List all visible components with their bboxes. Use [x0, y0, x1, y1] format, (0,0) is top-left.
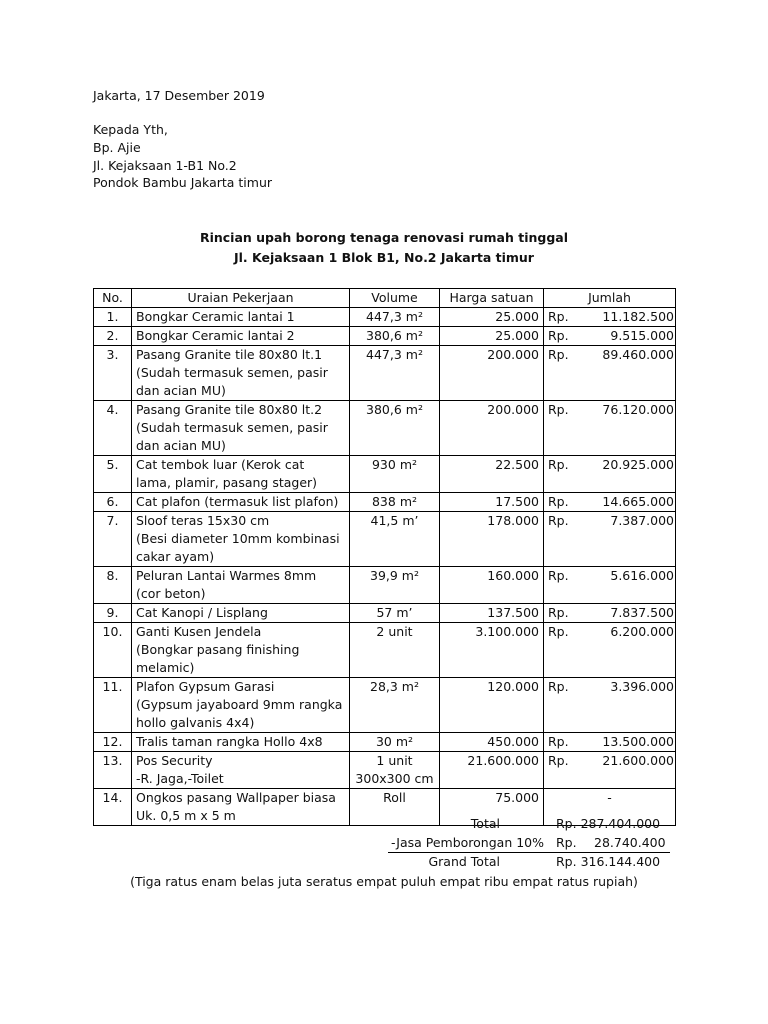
recipient-address-street: Jl. Kejaksaan 1-B1 No.2 [93, 158, 237, 173]
row-number: 13. [94, 752, 132, 789]
description-line: Cat tembok luar (Kerok cat [136, 457, 305, 472]
volume-line: 1 unit [376, 753, 413, 768]
description-line: Pasang Granite tile 80x80 lt.2 [136, 402, 323, 417]
row-amount [544, 733, 676, 752]
row-amount [544, 401, 676, 456]
description-line: (Besi diameter 10mm kombinasi [136, 531, 340, 546]
row-description [132, 512, 350, 567]
description-line: -R. Jaga,-Toilet [136, 771, 224, 786]
row-unit-price: 3.100.000 [440, 623, 544, 678]
total-label: Total [470, 816, 500, 831]
row-description [132, 327, 350, 346]
row-amount [544, 327, 676, 346]
description-line: Bongkar Ceramic lantai 1 [136, 309, 295, 324]
row-number: 8. [94, 567, 132, 604]
table-row [94, 401, 676, 456]
letter-date: Jakarta, 17 Desember 2019 [93, 88, 265, 103]
row-number: 1. [94, 308, 132, 327]
row-description [132, 308, 350, 327]
row-unit-price: 200.000 [440, 346, 544, 401]
header-amount: Jumlah [544, 289, 676, 308]
volume-line: 447,3 m² [366, 347, 423, 362]
row-volume [350, 512, 440, 567]
description-line: (cor beton) [136, 586, 206, 601]
row-volume [350, 623, 440, 678]
description-line: Cat Kanopi / Lisplang [136, 605, 268, 620]
amount-in-words: (Tiga ratus enam belas juta seratus empat puluh empat ribu empat ratus rupiah) [130, 874, 638, 889]
row-unit-price: 120.000 [440, 678, 544, 733]
row-amount [544, 604, 676, 623]
amount-currency: Rp. [548, 402, 569, 417]
description-line: dan acian MU) [136, 383, 226, 398]
row-number: 3. [94, 346, 132, 401]
amount-currency: Rp. [548, 605, 569, 620]
amount-currency: Rp. [548, 753, 569, 768]
contractor-fee-value: 28.740.400 [594, 835, 666, 850]
table-row [94, 623, 676, 678]
grand-total-label: Grand Total [428, 854, 500, 869]
row-volume [350, 456, 440, 493]
amount-value: 11.182.500 [602, 309, 674, 324]
table-row [94, 512, 676, 567]
row-unit-price: 178.000 [440, 512, 544, 567]
row-amount [544, 752, 676, 789]
amount-value: 13.500.000 [602, 734, 674, 749]
row-amount [544, 623, 676, 678]
description-line: Sloof teras 15x30 cm [136, 513, 270, 528]
volume-line: 39,9 m² [370, 568, 419, 583]
description-line: (Gypsum jayaboard 9mm rangka [136, 697, 343, 712]
description-line: melamic) [136, 660, 195, 675]
row-unit-price: 200.000 [440, 401, 544, 456]
description-line: Bongkar Ceramic lantai 2 [136, 328, 295, 343]
amount-currency: Rp. [548, 734, 569, 749]
table-header-row [94, 289, 676, 308]
table-row [94, 678, 676, 733]
description-line: hollo galvanis 4x4) [136, 715, 255, 730]
amount-currency: Rp. [548, 679, 569, 694]
row-volume [350, 401, 440, 456]
row-description [132, 752, 350, 789]
amount-currency: Rp. [548, 568, 569, 583]
row-amount [544, 493, 676, 512]
table-row [94, 308, 676, 327]
description-line: dan acian MU) [136, 438, 226, 453]
table-row [94, 567, 676, 604]
description-line: lama, plamir, pasang stager) [136, 475, 318, 490]
recipient-name: Bp. Ajie [93, 140, 141, 155]
document-title: Rincian upah borong tenaga renovasi rumah tinggal [199, 230, 569, 245]
description-line: Ganti Kusen Jendela [136, 624, 262, 639]
row-volume [350, 752, 440, 789]
table-row [94, 604, 676, 623]
recipient-address-area: Pondok Bambu Jakarta timur [93, 175, 273, 190]
table-row [94, 456, 676, 493]
amount-value: 3.396.000 [610, 679, 674, 694]
volume-line: 41,5 m’ [370, 513, 419, 528]
amount-value: 89.460.000 [602, 347, 674, 362]
row-unit-price: 450.000 [440, 733, 544, 752]
row-description [132, 493, 350, 512]
row-unit-price: 160.000 [440, 567, 544, 604]
row-number: 6. [94, 493, 132, 512]
row-volume [350, 346, 440, 401]
row-volume [350, 733, 440, 752]
row-description [132, 604, 350, 623]
row-amount [544, 308, 676, 327]
description-line: (Bongkar pasang finishing [136, 642, 300, 657]
amount-currency: Rp. [548, 494, 569, 509]
cost-table [93, 288, 676, 826]
row-volume [350, 308, 440, 327]
document-subtitle: Jl. Kejaksaan 1 Blok B1, No.2 Jakarta timur [234, 250, 534, 265]
row-unit-price: 22.500 [440, 456, 544, 493]
row-number: 2. [94, 327, 132, 346]
row-unit-price: 137.500 [440, 604, 544, 623]
header-volume: Volume [350, 289, 440, 308]
description-line: (Sudah termasuk semen, pasir [136, 420, 328, 435]
row-description [132, 567, 350, 604]
header-no: No. [94, 289, 132, 308]
row-description [132, 623, 350, 678]
description-line: Uk. 0,5 m x 5 m [136, 808, 236, 823]
row-volume [350, 567, 440, 604]
amount-value: 76.120.000 [602, 402, 674, 417]
row-unit-price: 17.500 [440, 493, 544, 512]
amount-value: 7.387.000 [610, 513, 674, 528]
row-number: 5. [94, 456, 132, 493]
row-amount [544, 346, 676, 401]
row-number: 11. [94, 678, 132, 733]
amount-value: 6.200.000 [610, 624, 674, 639]
amount-value: 7.837.500 [610, 605, 674, 620]
row-number: 9. [94, 604, 132, 623]
volume-line: 838 m² [371, 494, 418, 509]
row-volume [350, 327, 440, 346]
row-unit-price: 25.000 [440, 327, 544, 346]
total-value: Rp. 287.404.000 [556, 816, 661, 831]
amount-currency: Rp. [548, 624, 569, 639]
contractor-fee-label: -Jasa Pemborongan 10% [391, 835, 544, 850]
volume-line: Roll [383, 790, 406, 805]
row-number: 10. [94, 623, 132, 678]
row-volume [350, 604, 440, 623]
row-amount [544, 512, 676, 567]
row-description [132, 456, 350, 493]
table-row [94, 327, 676, 346]
amount-value: 9.515.000 [610, 328, 674, 343]
amount-dash: - [607, 790, 612, 805]
table-row [94, 733, 676, 752]
row-description [132, 789, 350, 826]
row-number: 14. [94, 789, 132, 826]
row-unit-price: 25.000 [440, 308, 544, 327]
row-amount [544, 567, 676, 604]
amount-currency: Rp. [548, 347, 569, 362]
row-volume [350, 493, 440, 512]
description-line: Pasang Granite tile 80x80 lt.1 [136, 347, 323, 362]
volume-line: 380,6 m² [366, 402, 423, 417]
table-row [94, 493, 676, 512]
amount-value: 5.616.000 [610, 568, 674, 583]
row-amount [544, 678, 676, 733]
amount-currency: Rp. [548, 309, 569, 324]
description-line: Peluran Lantai Warmes 8mm [136, 568, 317, 583]
amount-currency: Rp. [548, 513, 569, 528]
row-number: 12. [94, 733, 132, 752]
letter-to: Kepada Yth, [93, 122, 168, 137]
contractor-fee-amount [556, 834, 666, 852]
row-description [132, 346, 350, 401]
description-line: (Sudah termasuk semen, pasir [136, 365, 328, 380]
row-description [132, 401, 350, 456]
table-row [94, 346, 676, 401]
volume-line: 300x300 cm [355, 771, 434, 786]
description-line: Plafon Gypsum Garasi [136, 679, 275, 694]
volume-line: 28,3 m² [370, 679, 419, 694]
table-row [94, 752, 676, 789]
volume-line: 57 m’ [376, 605, 413, 620]
amount-currency: Rp. [548, 457, 569, 472]
amount-value: 21.600.000 [602, 753, 674, 768]
row-number: 7. [94, 512, 132, 567]
row-amount [544, 456, 676, 493]
row-description [132, 678, 350, 733]
description-line: Tralis taman rangka Hollo 4x8 [136, 734, 323, 749]
description-line: Pos Security [136, 753, 213, 768]
row-number: 4. [94, 401, 132, 456]
row-description [132, 733, 350, 752]
description-line: Cat plafon (termasuk list plafon) [136, 494, 339, 509]
volume-line: 2 unit [376, 624, 413, 639]
header-description: Uraian Pekerjaan [132, 289, 350, 308]
contractor-fee-currency: Rp. [556, 835, 577, 850]
grand-total-value: Rp. 316.144.400 [556, 854, 661, 869]
volume-line: 380,6 m² [366, 328, 423, 343]
volume-line: 447,3 m² [366, 309, 423, 324]
description-line: cakar ayam) [136, 549, 215, 564]
row-volume [350, 678, 440, 733]
volume-line: 930 m² [371, 457, 418, 472]
row-unit-price: 75.000 [440, 789, 544, 826]
amount-value: 14.665.000 [602, 494, 674, 509]
description-line: Ongkos pasang Wallpaper biasa [136, 790, 336, 805]
row-unit-price: 21.600.000 [440, 752, 544, 789]
amount-currency: Rp. [548, 328, 569, 343]
volume-line: 30 m² [375, 734, 414, 749]
header-unit-price: Harga satuan [440, 289, 544, 308]
amount-value: 20.925.000 [602, 457, 674, 472]
